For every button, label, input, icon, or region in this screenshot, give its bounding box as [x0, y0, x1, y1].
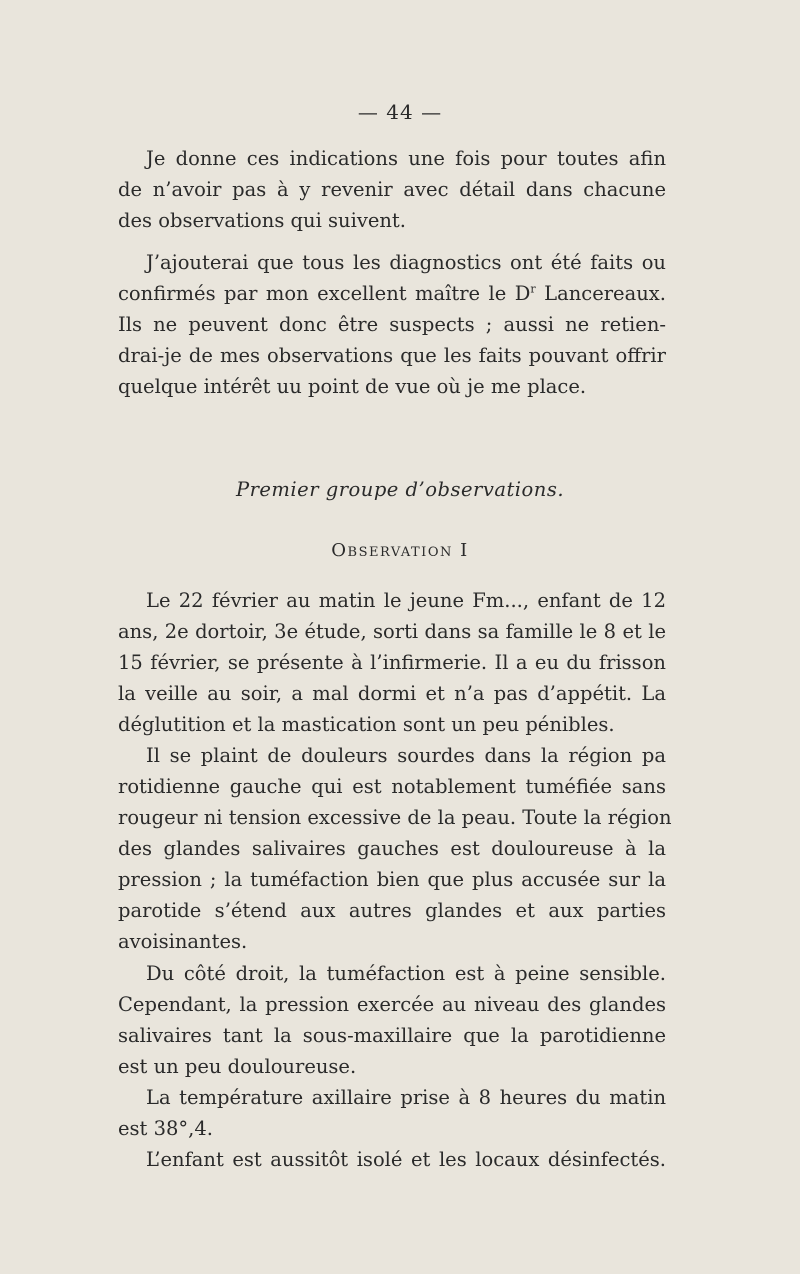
text-line: Cependant, la pression exercée au niveau des glandes [118, 993, 666, 1016]
text-line: 15 février, se présente à l’infirmerie. Il a eu du frisson [118, 651, 666, 674]
text-line: J’ajouterai que tous les diagnostics ont été faits ou [146, 251, 666, 274]
text-line: Le 22 février au matin le jeune Fm..., enfant de 12 [146, 589, 666, 612]
text-line: Je donne ces indications une fois pour toutes afin [146, 147, 666, 170]
text-line: des glandes salivaires gauches est douloureuse à la [118, 837, 666, 860]
text-line: ans, 2e dortoir, 3e étude, sorti dans sa famille le 8 et le [118, 620, 666, 643]
observation-title: Observation I [331, 540, 469, 561]
text-line: quelque intérêt uu point de vue où je me place. [118, 375, 587, 398]
text-line: pression ; la tuméfaction bien que plus accusée sur la [118, 868, 666, 891]
text-line: déglutition et la mastication sont un peu pénibles. [118, 713, 615, 736]
text-line: salivaires tant la sous-maxillaire que la parotidienne [118, 1024, 666, 1047]
text-line: drai-je de mes observations que les faits pouvant offrir [118, 344, 666, 367]
text-line: Ils ne peuvent donc être suspects ; aussi ne retien- [118, 313, 666, 336]
text-line: parotide s’étend aux autres glandes et aux parties [118, 899, 666, 922]
text-line: Du côté droit, la tuméfaction est à peine sensible. [146, 962, 666, 985]
intro-paragraph-1 [118, 143, 666, 236]
text-line: avoisinantes. [118, 930, 248, 953]
observation-paragraph-3 [118, 958, 666, 1082]
text-line: rotidienne gauche qui est notablement tuméfiée sans [118, 775, 666, 798]
text-line: rougeur ni tension excessive de la peau. Toute la région [118, 806, 672, 829]
page-number: — 44 — [357, 100, 443, 124]
text-line: La température axillaire prise à 8 heures du matin [146, 1086, 666, 1109]
intro-paragraph-2 [118, 247, 666, 402]
text-fragment: Lancereaux. [535, 282, 666, 305]
observation-paragraph-1 [118, 585, 666, 740]
observation-paragraph-4 [118, 1082, 666, 1144]
text-line [118, 278, 666, 309]
text-line: la veille au soir, a mal dormi et n’a pas d’appétit. La [118, 682, 666, 705]
section-title: Premier groupe d’observations. [235, 478, 565, 501]
text-line: L’enfant est aussitôt isolé et les locaux désinfectés. [146, 1148, 666, 1171]
text-line: des observations qui suivent. [118, 209, 406, 232]
superscript: r [530, 282, 536, 296]
observation-paragraph-2 [118, 740, 672, 957]
text-line: Il se plaint de douleurs sourdes dans la région pa [146, 744, 666, 767]
observation-paragraph-5 [118, 1144, 666, 1175]
text-line: est un peu douloureuse. [118, 1055, 357, 1078]
text-line: de n’avoir pas à y revenir avec détail dans chacune [118, 178, 666, 201]
text-fragment: confirmés par mon excellent maître le D [118, 282, 531, 305]
text-line: est 38°,4. [118, 1117, 213, 1140]
